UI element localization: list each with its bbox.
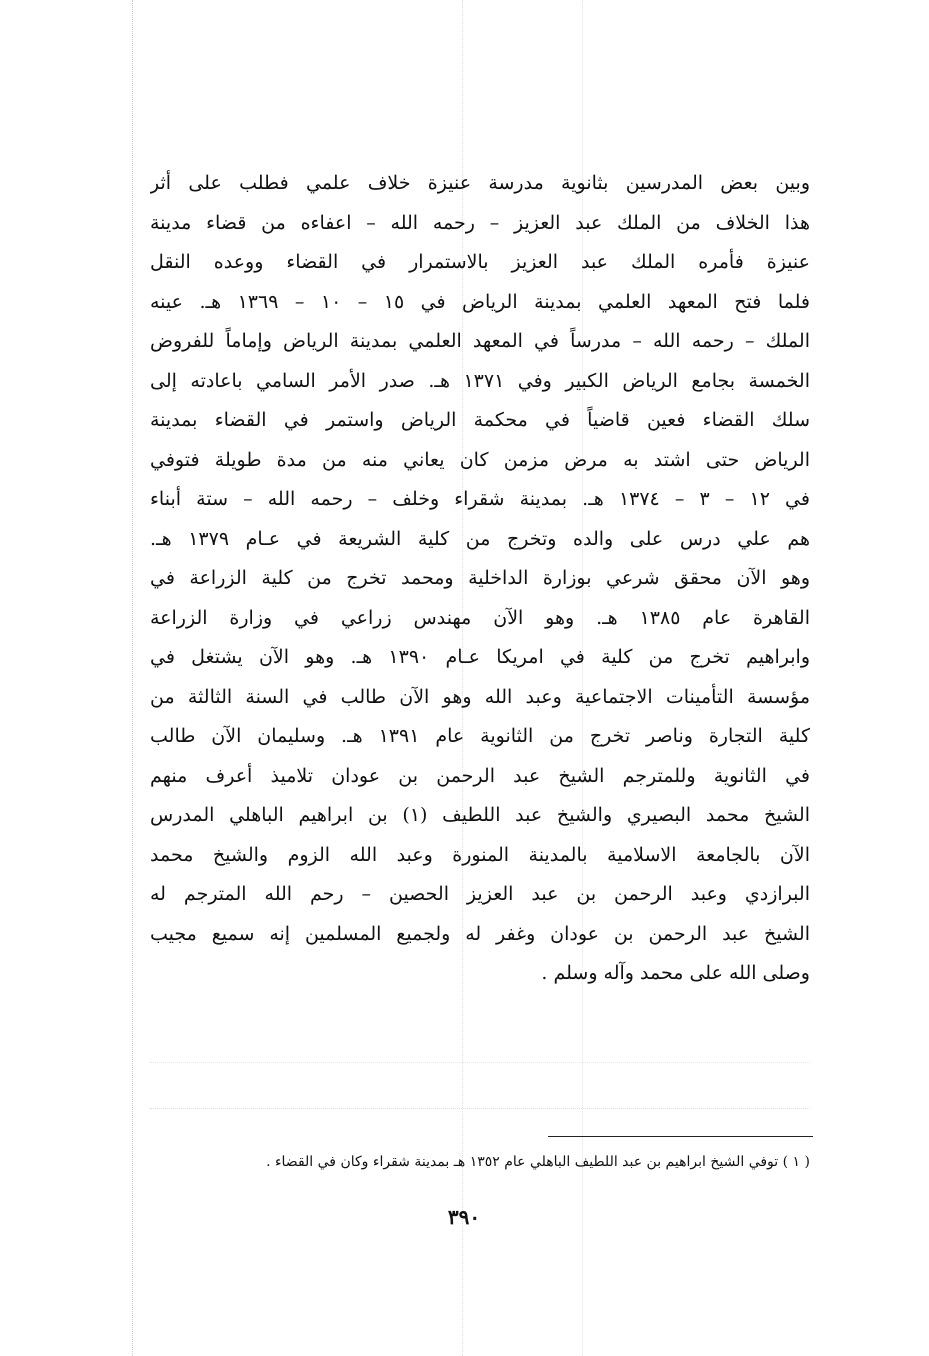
text-line: وابراهيم تخرج من كلية في امريكا عـام ١٣٩٠ هـ. وهو الآن يشتغل في (150, 646, 810, 668)
text-line: الخمسة بجامع الرياض الكبير وفي ١٣٧١ هـ. صدر الأمر السامي باعادته إلى (150, 369, 810, 392)
text-line: فلما فتح المعهد العلمي بمدينة الرياض في ١٥ – ١٠ – ١٣٦٩ هـ. عينه (150, 290, 810, 313)
text-line: سلك القضاء فعين قاضياً في محكمة الرياض واستمر في القضاء بمدينة (150, 409, 810, 431)
text-line: الشيخ عبد الرحمن بن عودان وغفر له ولجميع المسلمين إنه سميع مجيب (150, 922, 810, 945)
footnote: ( ١ ) توفي الشيخ ابراهيم بن عبد اللطيف الباهلي عام ١٣٥٢ هـ بمدينة شقراء وكان في القضاء . (266, 1154, 810, 1170)
scan-guide-line (150, 1062, 810, 1063)
text-line: الرياض حتى اشتد به مرض مزمن كان يعاني منه من مدة طويلة فتوفي (150, 448, 810, 471)
page-number: ٣٩٠ (447, 1205, 481, 1229)
text-line: الآن بالجامعة الاسلامية بالمدينة المنورة وعبد الله الزوم والشيخ محمد (150, 843, 810, 866)
scan-guide-line (150, 1108, 810, 1109)
text-line: هذا الخلاف من الملك عبد العزيز – رحمه الله – اعفاءه من قضاء مدينة (150, 211, 810, 234)
text-line: مؤسسة التأمينات الاجتماعية وعبد الله وهو الآن طالب في السنة الثالثة من (150, 685, 810, 708)
text-line: هم علي درس على والده وتخرج من كلية الشريعة في عـام ١٣٧٩ هـ. (150, 527, 810, 550)
text-line: في الثانوية وللمترجم الشيخ عبد الرحمن بن عودان تلاميذ أعرف منهم (150, 764, 810, 787)
text-line: وصلى الله على محمد وآله وسلم . (541, 962, 810, 984)
text-line: وبين بعض المدرسين بثانوية مدرسة عنيزة خلاف علمي فطلب على أثر (150, 172, 810, 194)
text-line: الملك – رحمه الله – مدرساً في المعهد العلمي بمدينة الرياض وإماماً للفروض (150, 330, 810, 352)
text-line: عنيزة فأمره الملك عبد العزيز بالاستمرار في القضاء ووعده النقل (150, 251, 810, 273)
footnote-divider (548, 1136, 813, 1137)
body-text (150, 164, 810, 994)
text-line: القاهرة عام ١٣٨٥ هـ. وهو الآن مهندس زراعي في وزارة الزراعة (150, 606, 810, 629)
scan-guide-line (132, 0, 133, 1356)
text-line: في ١٢ – ٣ – ١٣٧٤ هـ. بمدينة شقراء وخلف – رحمه الله – ستة أبناء (150, 488, 810, 510)
text-line: كلية التجارة وناصر تخرج من الثانوية عام ١٣٩١ هـ. وسليمان الآن طالب (150, 725, 810, 747)
text-line: الشيخ محمد البصيري والشيخ عبد اللطيف (١) بن ابراهيم الباهلي المدرس (150, 804, 810, 826)
text-line: البرازدي وعبد الرحمن بن عبد العزيز الحصين – رحم الله المترجم له (150, 883, 810, 905)
text-line: وهو الآن محقق شرعي بوزارة الداخلية ومحمد تخرج من كلية الزراعة في (150, 567, 810, 589)
